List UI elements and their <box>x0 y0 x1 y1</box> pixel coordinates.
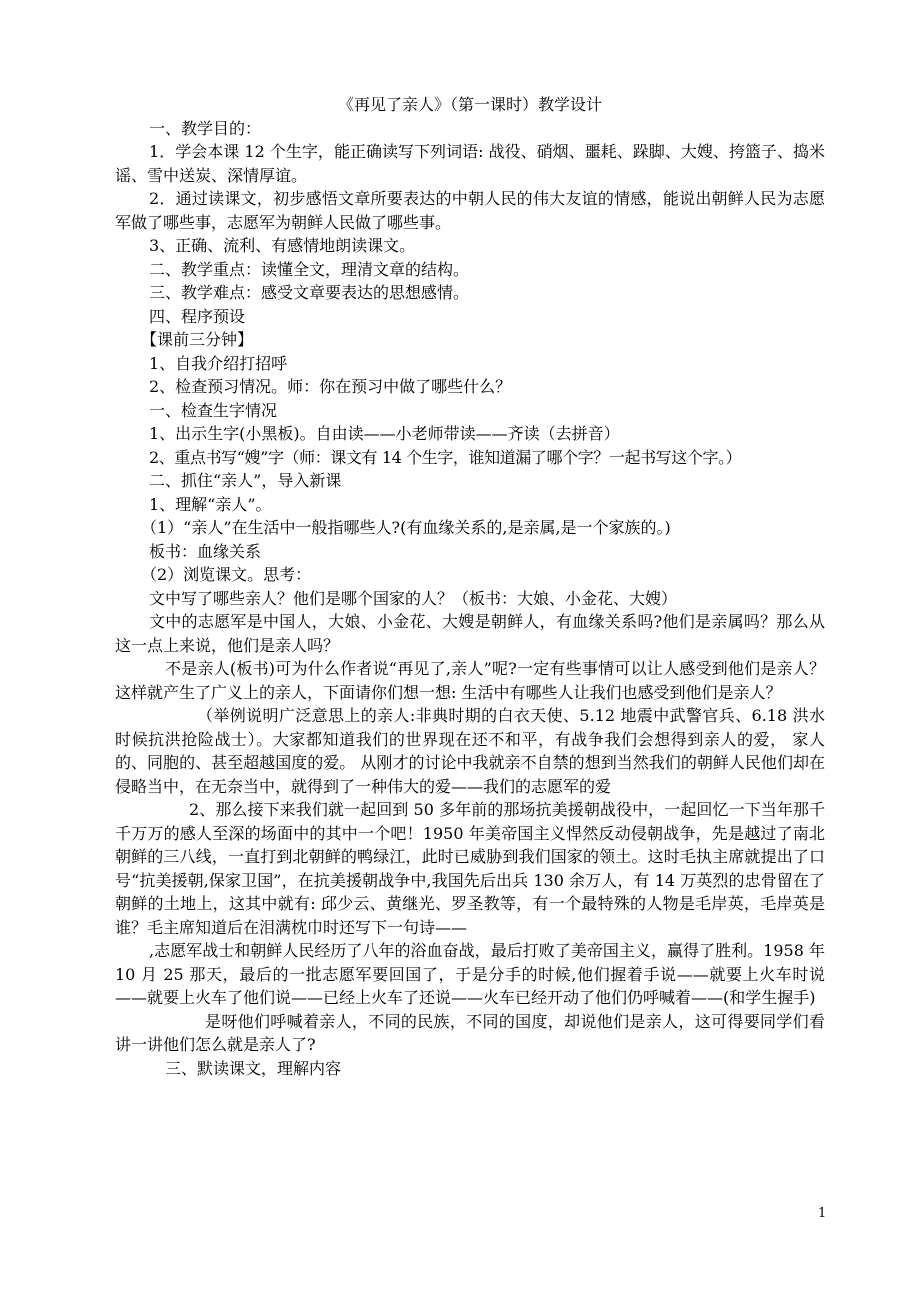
page-title: 《再见了亲人》（第一课时）教学设计 <box>337 95 602 114</box>
pre-class-heading: 【课前三分钟】 <box>141 330 254 349</box>
paragraph-question-2: （2）浏览课文。思考： <box>141 565 312 584</box>
paragraph-which-relatives: 文中写了哪些亲人？他们是哪个国家的人？（板书：大娘、小金花、大嫂） <box>149 588 678 608</box>
section-check-characters: 一、检查生字情况 <box>149 400 278 420</box>
section-procedure: 四、程序预设 <box>149 306 246 326</box>
objective-3: 3、正确、流利、有感情地朗读课文。 <box>149 236 416 255</box>
section-key-points: 二、教学重点：读懂全文，理清文章的结构。 <box>149 259 470 279</box>
paragraph-question-1: （1）“亲人”在生活中一般指哪些人?(有血缘关系的,是亲属,是一个家族的。) <box>141 518 671 537</box>
section-heading-objectives: 一、教学目的： <box>149 118 262 138</box>
paragraph-examples: （举例说明广泛意思上的亲人:非典时期的白衣天使、5.12 地震中武警官兵、6.18 洪水时候抗洪抢险战士）。大家都知道我们的世界现在还不和平，有战争我们会想得到亲人的爱， 家人的、同胞的、甚至超越国度的爱。 从刚才的讨论中我就亲不自禁的想到当然我们的朝鲜人民他们却在侵略当中，在无奈当中，就得到了一种伟大的爱——我们的志愿军的爱 <box>115 706 825 796</box>
paragraph-not-relatives: 不是亲人(板书)可为什么作者说“再见了,亲人”呢?一定有些事情可以让人感受到他们是亲人？这样就产生了广义上的亲人，下面请你们想一想: 生活中有哪些人让我们也感受到他们是亲人？ <box>115 659 825 702</box>
paragraph-volunteers: 文中的志愿军是中国人，大娘、小金花、大嫂是朝鲜人，有血缘关系吗?他们是亲属吗？那么从这一点上来说，他们是亲人吗？ <box>115 612 825 655</box>
paragraph-show-characters: 1、出示生字(小黑板)。自由读——小老师带读——齐读（去拼音） <box>149 424 620 443</box>
section-silent-reading: 三、默读课文，理解内容 <box>165 1058 342 1078</box>
paragraph-calling-relatives: 是呀他们呼喊着亲人，不同的民族，不同的国度，却说他们是亲人，这可得要同学们看讲一讲他们怎么就是亲人了? <box>115 1011 825 1054</box>
section-difficulties: 三、教学难点：感受文章要表达的思想感情。 <box>149 283 470 302</box>
objective-2: 2．通过读课文，初步感悟文章所要表达的中朝人民的伟大友谊的情感，能说出朝鲜人民为志愿军做了哪些事，志愿军为朝鲜人民做了哪些事。 <box>115 189 825 232</box>
paragraph-understand-relatives: 1、理解“亲人”。 <box>149 494 272 514</box>
paragraph-check-preview: 2、检查预习情况。师：你在预习中做了哪些什么？ <box>149 377 512 396</box>
paragraph-victory: ,志愿军战士和朝鲜人民经历了八年的浴血奋战，最后打败了美帝国主义，赢得了胜利。1958 年 10 月 25 那天，最后的一批志愿军要回国了，于是分手的时候,他们握着手说——就要上火车时说——就要上火车了他们说——已经上火车了还说——火车已经开动了他们仍呼喊着——(和学生握手) <box>115 941 825 1007</box>
page-number: 1 <box>818 1206 827 1221</box>
document-body <box>115 93 825 1080</box>
objective-1: 1．学会本课 12 个生字，能正确读写下列词语: 战役、硝烟、噩耗、跺脚、大嫂、挎篮子、捣米谣、雪中送炭、深情厚谊。 <box>115 142 825 185</box>
paragraph-self-intro: 1、自我介绍打招呼 <box>149 353 288 373</box>
paragraph-board-note: 板书：血缘关系 <box>149 541 262 561</box>
paragraph-write-character: 2、重点书写“嫂”字（师：课文有 14 个生字，谁知道漏了哪个字？一起书写这个字。） <box>149 447 742 467</box>
paragraph-history: 2、那么接下来我们就一起回到 50 多年前的那场抗美援朝战役中，一起回忆一下当年那千千万万的感人至深的场面中的其中一个吧！1950 年美帝国主义悍然反动侵朝战争，先是越过了南北朝鲜的三八线，一直打到北朝鲜的鸭绿江，此时已威胁到我们国家的领土。这时毛执主席就提出了口号“抗美援朝,保家卫国”，在抗美援朝战争中,我国先后出兵 130 余万人，有 14 万英烈的忠骨留在了朝鲜的土地上，这其中就有: 邱少云、黄继光、罗圣教等，有一个最特殊的人物是毛岸英，毛岸英是谁？毛主席知道后在泪满枕巾时还写下一句诗—— <box>115 800 825 937</box>
section-relatives: 二、抓住“亲人”，导入新课 <box>149 471 342 490</box>
